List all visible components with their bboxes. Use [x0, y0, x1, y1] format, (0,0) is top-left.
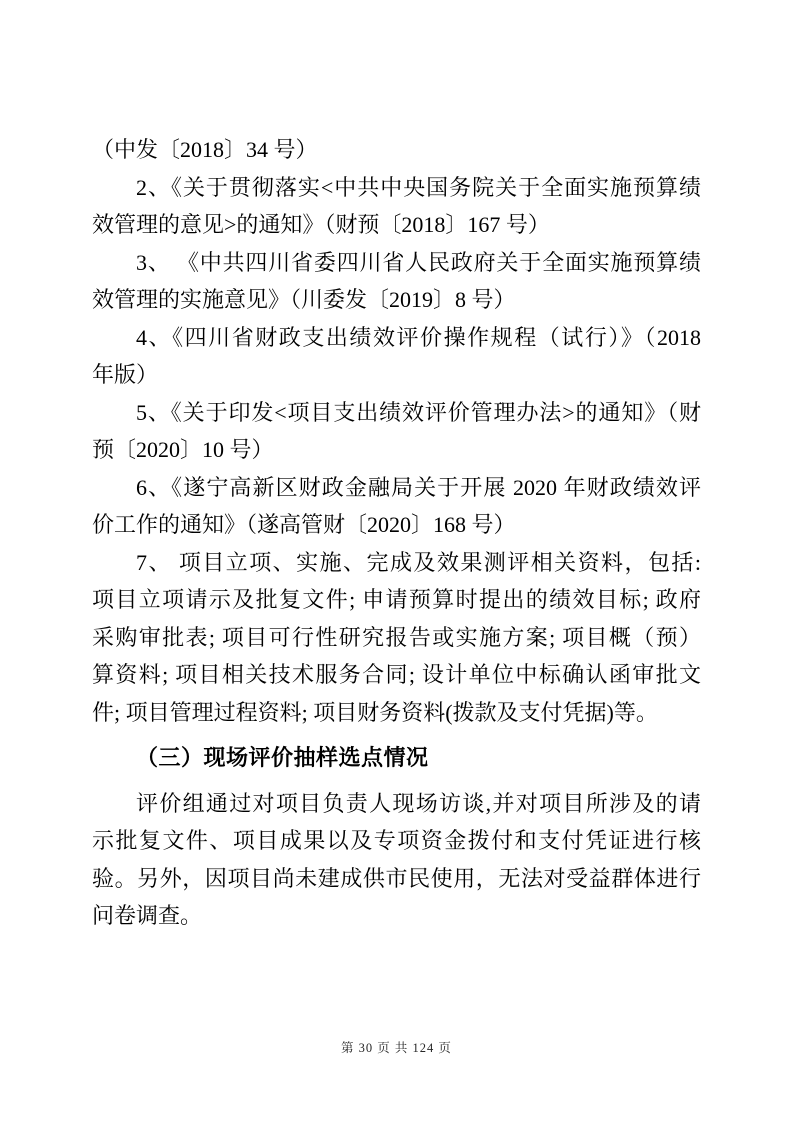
text-line: 效管理的实施意见》（川委发〔2019〕8 号） — [92, 287, 516, 312]
text-line: 项目立项请示及批复文件; 申请预算时提出的绩效目标; 政府 — [92, 587, 701, 612]
paragraph — [92, 785, 701, 935]
text-line: 效管理的意见>的通知》（财预〔2018〕167 号） — [92, 212, 550, 237]
paragraph — [92, 131, 701, 169]
text-line: 2、《关于贯彻落实<中共中央国务院关于全面实施预算绩 — [136, 174, 701, 200]
paragraph — [92, 544, 701, 732]
paragraph — [92, 394, 701, 469]
text-line: 5、《关于印发<项目支出绩效评价管理办法>的通知》（财 — [136, 399, 701, 425]
text-line: 算资料; 项目相关技术服务合同; 设计单位中标确认函审批文 — [92, 662, 701, 687]
text-line: 价工作的通知》（遂高管财〔2020〕168 号） — [92, 512, 516, 537]
paragraph — [92, 169, 701, 244]
text-line: 件; 项目管理过程资料; 项目财务资料(拨款及支付凭据)等。 — [92, 699, 658, 725]
text-line: 6、《遂宁高新区财政金融局关于开展 2020 年财政绩效评 — [136, 474, 701, 500]
text-line: （中发〔2018〕34 号） — [92, 137, 318, 162]
section-heading — [92, 739, 701, 777]
page-number-label: 第 30 页 共 124 页 — [341, 1041, 452, 1055]
text-line: 采购审批表; 项目可行性研究报告或实施方案; 项目概（预） — [92, 624, 701, 650]
page-footer — [0, 1038, 793, 1056]
text-line: 问卷调查。 — [92, 903, 203, 928]
text-line: 评价组通过对项目负责人现场访谈,并对项目所涉及的请 — [136, 790, 701, 816]
text-line: 4、《四川省财政支出绩效评价操作规程（试行）》（2018 — [136, 324, 701, 350]
paragraph — [92, 319, 701, 394]
text-line: 7、 项目立项、实施、完成及效果测评相关资料，包括: — [136, 549, 701, 575]
paragraph — [92, 244, 701, 319]
text-line: 预〔2020〕10 号） — [92, 437, 274, 462]
document-body — [92, 131, 701, 935]
text-line: 年版） — [92, 362, 159, 387]
text-line: 3、 《中共四川省委四川省人民政府关于全面实施预算绩 — [136, 249, 701, 275]
text-line: （三）现场评价抽样选点情况 — [136, 745, 429, 770]
text-line: 示批复文件、项目成果以及专项资金拨付和支付凭证进行核 — [92, 828, 701, 853]
paragraph — [92, 469, 701, 544]
text-line: 验。另外，因项目尚未建成供市民使用，无法对受益群体进行 — [92, 865, 701, 891]
